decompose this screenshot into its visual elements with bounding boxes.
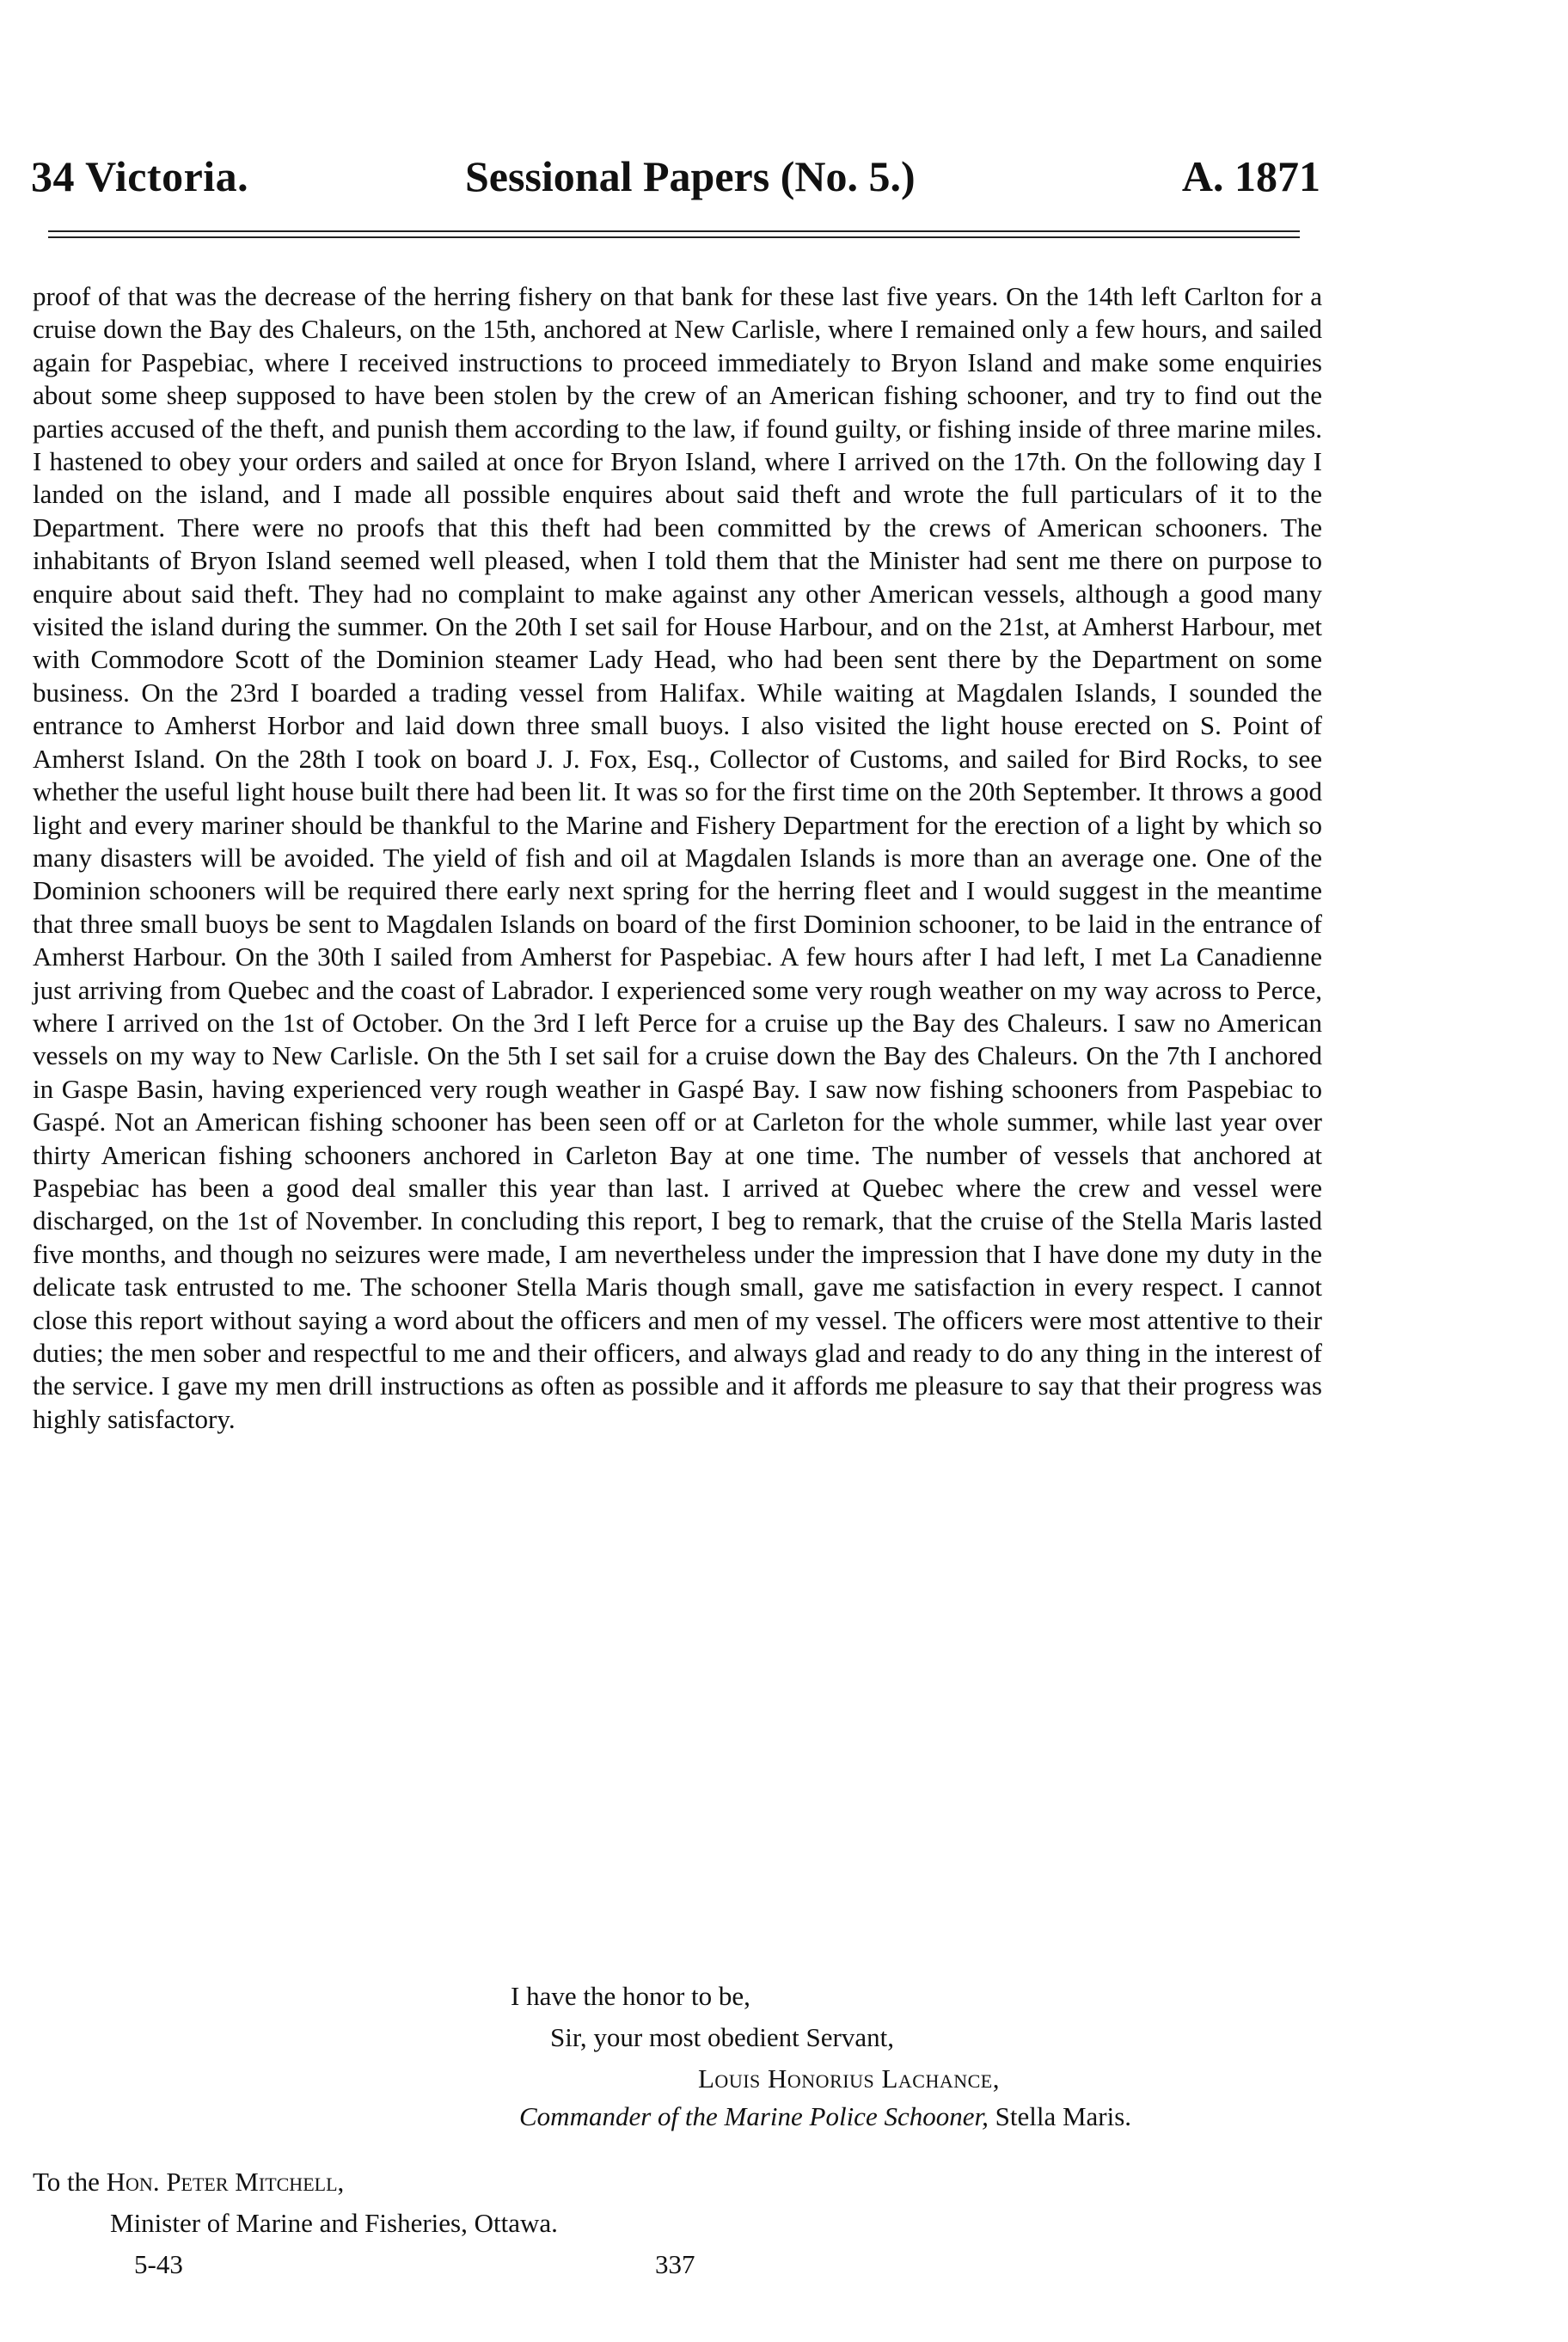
vessel-name: Stella Maris. xyxy=(995,2101,1132,2131)
addressee-name: Hon. Peter Mitchell, xyxy=(106,2167,345,2197)
signature-name: Louis Honorius Lachance, xyxy=(698,2063,1000,2094)
footer-signature-mark: 5-43 xyxy=(134,2249,183,2279)
header-year: A. 1871 xyxy=(1181,152,1320,200)
header-session: 34 Victoria. xyxy=(31,152,249,200)
closing-servant: Sir, your most obedient Servant, xyxy=(550,2022,894,2052)
commander-title: Commander of the Marine Police Schooner, xyxy=(519,2101,989,2131)
closing-honor: I have the honor to be, xyxy=(511,1981,750,2011)
signature-title xyxy=(519,2101,1131,2132)
page-number: 337 xyxy=(655,2249,695,2279)
rule-line-bottom xyxy=(48,236,1300,238)
header-title: Sessional Papers (No. 5.) xyxy=(465,152,916,200)
report-body: proof of that was the decrease of the herring fishery on that bank for these last five years. On the 14th left Carlton for a cruise down the Bay des Chaleurs, on the 15th, anchored at New Carlisle, where I remained only a few hours, and sailed again for Paspebiac, where I received instructions to proceed immediately to Bryon Island and make some enquiries about some sheep supposed to have been stolen by the crew of an American fishing schooner, and try to find out the parties accused of the theft, and punish them according to the law, if found guilty, or fishing inside of three marine miles. I hastened to obey your orders and sailed at once for Bryon Island, where I arrived on the 17th. On the following day I landed on the island, and I made all possible enquires about said theft and wrote the full particulars of it to the Department. There were no proofs that this theft had been committed by the crews of American schooners. The inhabitants of Bryon Island seemed well pleased, when I told them that the Minister had sent me there on purpose to enquire about said theft. They had no complaint to make against any other American vessels, although a good many visited the island during the summer. On the 20th I set sail for House Harbour, and on the 21st, at Amherst Harbour, met with Commodore Scott of the Dominion steamer Lady Head, who had been sent there by the Department on some business. On the 23rd I boarded a trading vessel from Halifax. While waiting at Magdalen Islands, I sounded the entrance to Amherst Horbor and laid down three small buoys. I also visited the light house erected on S. Point of Amherst Island. On the 28th I took on board J. J. Fox, Esq., Collector of Customs, and sailed for Bird Rocks, to see whether the useful light house built there had been lit. It was so for the first time on the 20th September. It throws a good light and every mariner should be thankful to the Marine and Fishery Department for the erection of a light by which so many disasters will be avoided. The yield of fish and oil at Magdalen Islands is more than an average one. One of the Dominion schooners will be required there early next spring for the herring fleet and I would suggest in the meantime that three small buoys be sent to Magdalen Islands on board of the first Dominion schooner, to be laid in the entrance of Amherst Harbour. On the 30th I sailed from Amherst for Paspebiac. A few hours after I had left, I met La Canadienne just arriving from Quebec and the coast of Labrador. I experienced some very rough weather on my way across to Perce, where I arrived on the 1st of October. On the 3rd I left Perce for a cruise up the Bay des Chaleurs. I saw no American vessels on my way to New Carlisle. On the 5th I set sail for a cruise down the Bay des Chaleurs. On the 7th I anchored in Gaspe Basin, having experienced very rough weather in Gaspé Bay. I saw now fishing schooners from Paspebiac to Gaspé. Not an American fishing schooner has been seen off or at Carleton for the whole summer, while last year over thirty American fishing schooners anchored in Carleton Bay at one time. The number of vessels that anchored at Paspebiac has been a good deal smaller this year than last. I arrived at Quebec where the crew and vessel were discharged, on the 1st of November. In concluding this report, I beg to remark, that the cruise of the Stella Maris lasted five months, and though no seizures were made, I am nevertheless under the impression that I have done my duty in the delicate task entrusted to me. The schooner Stella Maris though small, gave me satisfaction in every respect. I cannot close this report without saying a word about the officers and men of my vessel. The officers were most attentive to their duties; the men sober and respectful to me and their officers, and always glad and ready to do any thing in the interest of the service. I gave my men drill instructions as often as possible and it affords me pleasure to say that their progress was highly satisfactory. xyxy=(33,281,1322,1434)
page-header xyxy=(31,151,1320,212)
header-rule xyxy=(48,230,1300,242)
addressee-line xyxy=(33,2167,344,2198)
rule-line-top xyxy=(48,230,1300,232)
addressee-prefix: To the xyxy=(33,2167,100,2197)
page-footer xyxy=(0,2249,1568,2292)
addressee-position: Minister of Marine and Fisheries, Ottawa. xyxy=(110,2208,558,2238)
